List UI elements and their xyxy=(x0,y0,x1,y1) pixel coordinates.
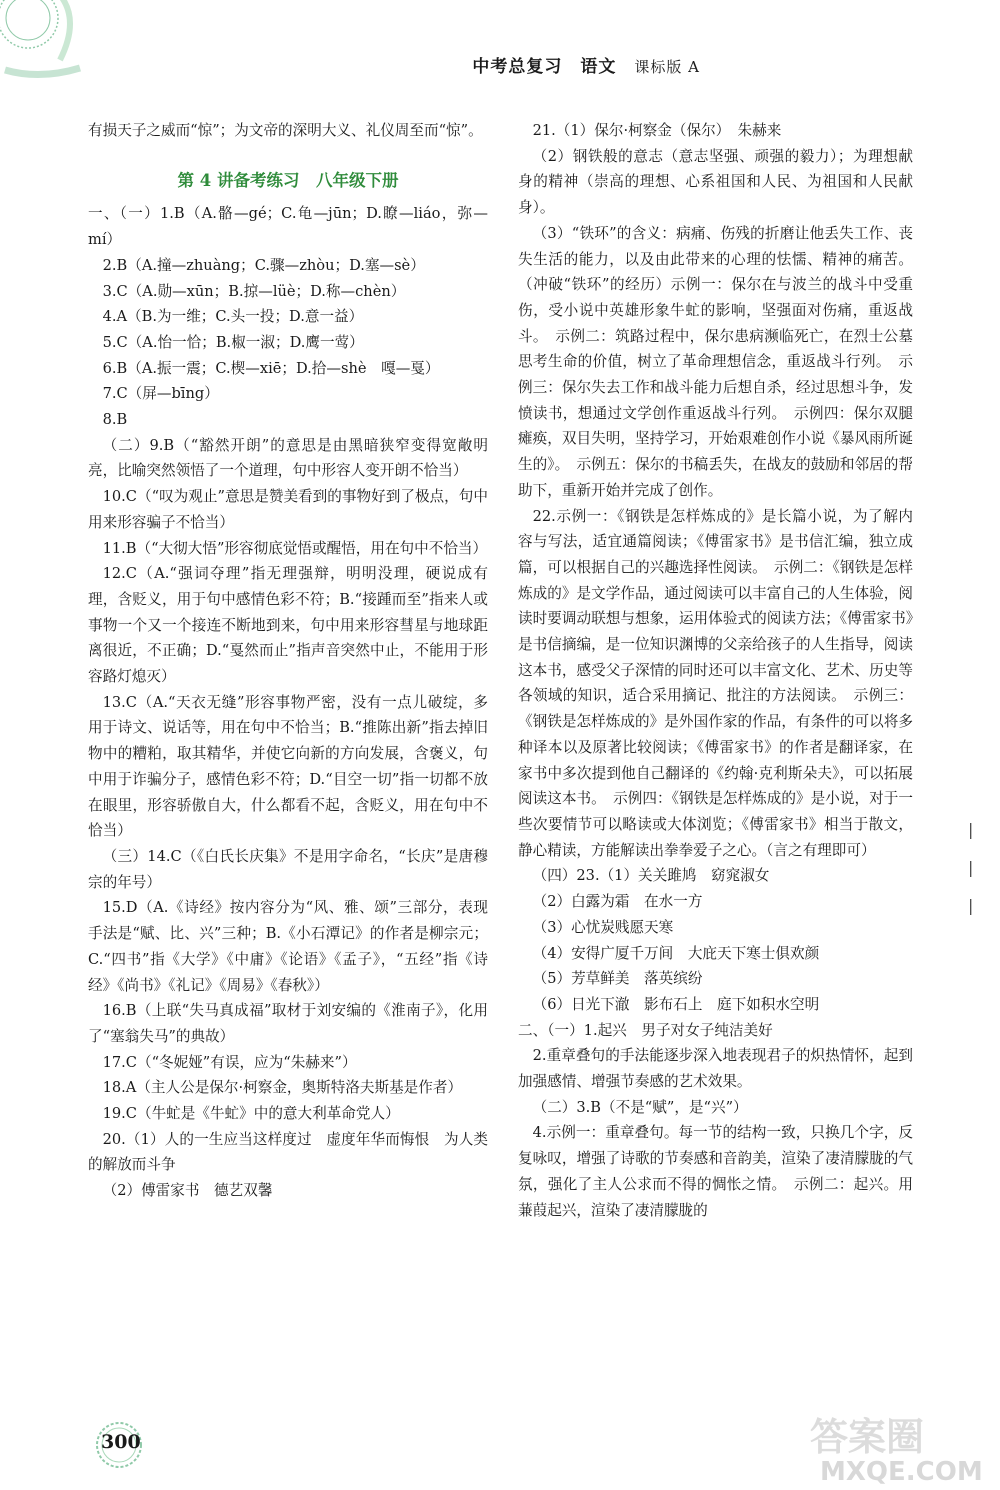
answer-line: 16.B（上联“失马真成福”取材于刘安编的《淮南子》，化用了“塞翁失马”的典故） xyxy=(88,1002,488,1045)
header-exam: 中考总复习 xyxy=(472,57,563,77)
answer-line: 17.C（“冬妮娅”有误，应为“朱赫来”） xyxy=(102,1053,357,1071)
answer-line: 2.重章叠句的手法能逐步深入地表现君子的炽热情怀，起到加强感情、增强节奏感的艺术效果。 xyxy=(518,1047,913,1091)
page-number: 300 xyxy=(101,1431,141,1453)
answer-line: 10.C（“叹为观止”意思是赞美看到的事物好到了极点，句中用来形容骗子不恰当） xyxy=(88,488,488,531)
answer-line: （5）芳草鲜美 落英缤纷 xyxy=(532,970,703,988)
page-number-badge xyxy=(85,1417,165,1469)
answer-line: 22.示例一：《钢铁是怎样炼成的》是长篇小说，为了解内容与写法，适宜通篇阅读；《傅雷家书》是书信汇编，独立成篇，可以根据自己的兴趣选择性阅读。 示例二：《钢铁是怎样炼成的》是文学作品，通过阅读可以丰富自己的人生体验，阅读时要调动联想与想象，运用体验式的阅读方法；《傅雷家书》是书信摘编，是一位知识渊博的父亲给孩子的人生指导，阅读这本书，感受父子深情的同时还可以丰富文化、艺术、历史等各领域的知识，适合采用摘记、批注的方法阅读。 示例三：《钢铁是怎样炼成的》是外国作家的作品，有条件的可以将多种译本以及原著比较阅读；《傅雷家书》的作者是翻译家，在家书中多次提到他自己翻译的《约翰·克利斯朵夫》，可以拓展阅读这本书。 示例四：《钢铁是怎样炼成的》是小说，对于一些次要情节可以略读或大体浏览；《傅雷家书》相当于散文，静心精读，方能解读出拳拳爱子之心。（言之有理即可） xyxy=(518,507,913,859)
answer-line: 21.（1）保尔·柯察金（保尔） 朱赫来 xyxy=(532,122,782,139)
answer-line: 7.C（屏—bīng） xyxy=(102,385,219,403)
answer-line: 有损天子之威而“惊”；为文帝的深明大义、礼仪周至而“惊”。 xyxy=(88,122,483,139)
answer-line: （2）傅雷家书 德艺双馨 xyxy=(102,1182,273,1200)
watermark-big: 答案圈 xyxy=(810,1415,925,1459)
answer-line: （三）14.C（《白氏长庆集》不是用字命名，“长庆”是唐穆宗的年号） xyxy=(88,847,488,891)
answer-line: （3）心忧炭贱愿天寒 xyxy=(532,918,674,936)
left-column xyxy=(88,118,488,1204)
answer-line: 4.A（B.为一维；C.头一投；D.意一益） xyxy=(102,308,364,326)
right-column xyxy=(518,118,913,1223)
answer-line: 6.B（A.振一震；C.楔—xiē；D.拾—shè 嘎—戛） xyxy=(102,359,440,377)
answer-line: 8.B xyxy=(102,411,128,429)
page-header xyxy=(472,52,700,77)
margin-marks: | | | xyxy=(968,820,974,915)
answer-line: 4.示例一：重章叠句。每一节的结构一致，只换几个字，反复咏叹，增强了诗歌的节奏感和音韵美，渲染了凄清朦胧的气氛，强化了主人公求而不得的惆怅之情。 示例二：起兴。用蒹葭起兴，渲染了凄清朦胧的 xyxy=(518,1124,913,1219)
watermark xyxy=(800,1408,990,1486)
answer-line: （二）3.B（不是“赋”，是“兴”） xyxy=(532,1098,748,1116)
answer-line: （2）白露为霜 在水一方 xyxy=(532,893,703,911)
answer-line: 2.B（A.撞—zhuàng；C.骤—zhòu；D.塞—sè） xyxy=(102,256,425,274)
header-subject: 语文 xyxy=(580,57,617,77)
answer-line: 一、（一）1.B（A.骼—gé；C.龟—jūn；D.瞭—liáo，弥—mí） xyxy=(88,205,488,249)
section-heading: 第 4 讲备考练习 八年级下册 xyxy=(177,170,399,190)
answer-line: 15.D（A.《诗经》按内容分为“风、雅、颂”三部分，表现手法是“赋、比、兴”三种；B.《小石潭记》的作者是柳宗元；C.“四书”指《大学》《中庸》《论语》《孟子》，“五经”指《诗经》《尚书》《礼记》《周易》《春秋》） xyxy=(88,899,488,994)
answer-line: （二）9.B（“豁然开朗”的意思是由黑暗狭窄变得宽敞明亮，比喻突然领悟了一个道理，句中形容人变开朗不恰当） xyxy=(88,436,488,480)
answer-line: （6）日光下澈 影布石上 庭下如积水空明 xyxy=(532,995,820,1013)
answer-line: 二、（一）1.起兴 男子对女子纯洁美好 xyxy=(518,1021,773,1039)
answer-line: （四）23.（1）关关雎鸠 窈窕淑女 xyxy=(532,867,770,885)
answer-line: 12.C（A.“强词夺理”指无理强辩，明明没理，硬说成有理，含贬义，用于句中感情色彩不符；B.“接踵而至”指来人或事物一个又一个接连不断地到来，句中用来形容彗星与地球距离很近，不正确；D.“戛然而止”指声音突然中止，不能用于形容路灯熄灭） xyxy=(88,565,488,686)
answer-line: 20.（1）人的一生应当这样度过 虚度年华而悔恨 为人类的解放而斗争 xyxy=(88,1130,488,1174)
watermark-url: MXQE.COM xyxy=(820,1457,983,1486)
answer-line: 19.C（牛虻是《牛虻》中的意大利革命党人） xyxy=(102,1105,400,1123)
answer-line: 5.C（A.怡一恰；B.椒一淑；D.鹰一莺） xyxy=(102,333,364,351)
answer-line: 11.B（“大彻大悟”形容彻底觉悟或醒悟，用在句中不恰当） xyxy=(102,539,488,557)
answer-line: （4）安得广厦千万间 大庇天下寒士俱欢颜 xyxy=(532,944,820,962)
answer-line: （2）钢铁般的意志（意志坚强、顽强的毅力）；为理想献身的精神（崇高的理想、心系祖国和人民、为祖国和人民献身）。 xyxy=(518,147,913,217)
answer-line: 13.C（A.“天衣无缝”形容事物严密，没有一点儿破绽，多用于诗文、说话等，用在句中不恰当；B.“推陈出新”指去掉旧物中的糟粕，取其精华，并使它向新的方向发展，含褒义，句中用于诈骗分子，感情色彩不符；D.“目空一切”指一切都不放在眼里，形容骄傲自大，什么都看不起，含贬义，用在句中不恰当） xyxy=(88,693,488,840)
answer-line: 18.A（主人公是保尔·柯察金，奥斯特洛夫斯基是作者） xyxy=(102,1079,463,1097)
answer-line: 3.C（A.勋—xūn；B.掠—lüè；D.称—chèn） xyxy=(102,282,406,300)
answer-line: （3）“铁环”的含义：病痛、伤残的折磨让他丢失工作、丧失生活的能力，以及由此带来的心理的怯懦、精神的痛苦。（冲破“铁环”的经历）示例一：保尔在与波兰的战斗中受重伤，受小说中英雄形象牛虻的影响，坚强面对伤痛，重返战斗。 示例二：筑路过程中，保尔患病濒临死亡，在烈士公墓思考生命的价值，树立了革命理想信念，重返战斗行列。 示例三：保尔失去工作和战斗能力后想自杀，经过思想斗争，发愤读书，想通过文学创作重返战斗行列。 示例四：保尔双腿瘫痪，双目失明，坚持学习，开始艰难创作小说《暴风雨所诞生的》。 示例五：保尔的书稿丢失，在战友的鼓励和邻居的帮助下，重新开始并完成了创作。 xyxy=(518,224,913,499)
header-edition: 课标版 A xyxy=(634,58,700,76)
publisher-seal-logo xyxy=(0,0,120,80)
